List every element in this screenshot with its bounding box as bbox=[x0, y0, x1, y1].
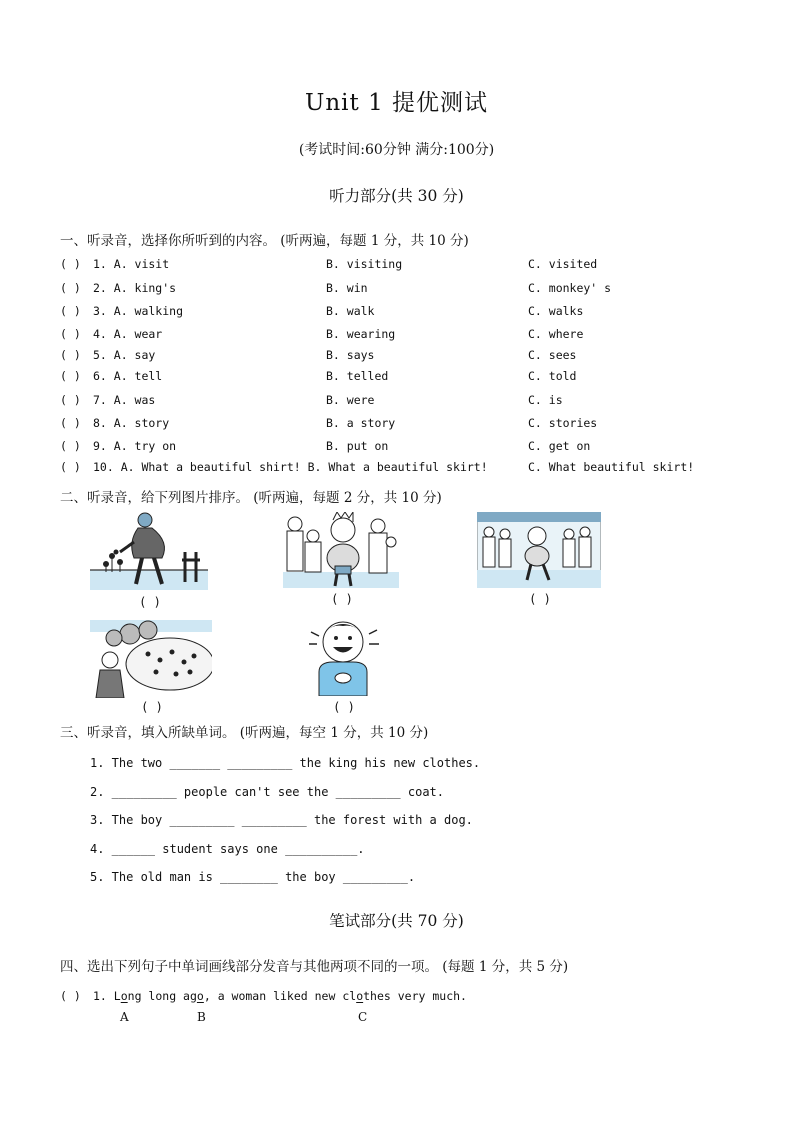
fill-line-5: 5. The old man is ________ the boy _________. bbox=[90, 870, 416, 884]
underlined-letter-b: o bbox=[196, 989, 204, 1003]
fill-line-2: 2. _________ people can't see the _________ coat. bbox=[90, 785, 445, 799]
answer-paren: ( ) bbox=[60, 369, 81, 383]
fill-line-4: 4. ______ student says one __________. bbox=[90, 842, 365, 856]
option-a: 7. A. was bbox=[93, 393, 156, 407]
word-3-prefix: cl bbox=[342, 989, 357, 1003]
writing-part-heading: 笔试部分(共 70 分) bbox=[329, 912, 464, 930]
answer-paren: ( ) bbox=[60, 460, 81, 474]
option-c: C. sees bbox=[528, 348, 577, 362]
listening-part-heading: 听力部分(共 30 分) bbox=[329, 187, 464, 205]
answer-paren: ( ) bbox=[60, 327, 81, 341]
picture-parade bbox=[477, 512, 601, 588]
question-number: 1. bbox=[93, 989, 114, 1003]
option-letter-b: B bbox=[197, 1010, 206, 1024]
option-letter-c: C bbox=[358, 1010, 368, 1024]
underlined-letter-a: o bbox=[120, 989, 128, 1003]
option-b: B. win bbox=[326, 281, 368, 295]
answer-paren: ( ) bbox=[60, 439, 81, 453]
fill-line-1: 1. The two _______ _________ the king his new clothes. bbox=[90, 756, 481, 770]
picture-label-4: ( ) bbox=[141, 700, 163, 714]
option-a: 3. A. walking bbox=[93, 304, 184, 318]
option-b: B. were bbox=[326, 393, 375, 407]
page-title: Unit 1 提优测试 bbox=[304, 90, 489, 116]
answer-paren: ( ) bbox=[60, 348, 81, 362]
section4-heading: 四、选出下列句子中单词画线部分发音与其他两项不同的一项。 (每题 1 分，共 5 分) bbox=[60, 959, 569, 975]
section3-heading: 三、听录音，填入所缺单词。 (听两遍，每空 1 分，共 10 分) bbox=[60, 725, 429, 741]
picture-old-man-flowers bbox=[90, 512, 208, 592]
picture-man-field bbox=[90, 620, 212, 698]
word-1-prefix: L bbox=[113, 989, 121, 1003]
picture-label-2: ( ) bbox=[331, 592, 353, 606]
option-a: 6. A. tell bbox=[93, 369, 163, 383]
picture-laughing-boy bbox=[303, 614, 383, 696]
section2-heading: 二、听录音，给下列图片排序。 (听两遍，每题 2 分，共 10 分) bbox=[60, 490, 442, 506]
option-b: B. a story bbox=[326, 416, 396, 430]
option-b: B. visiting bbox=[326, 257, 403, 271]
word-2-prefix: ag bbox=[183, 989, 197, 1003]
section4-question-1 bbox=[93, 989, 467, 1003]
option-b: B. walk bbox=[326, 304, 375, 318]
answer-paren: ( ) bbox=[60, 281, 81, 295]
option-b: B. wearing bbox=[326, 327, 396, 341]
answer-paren: ( ) bbox=[60, 257, 81, 271]
answer-paren: ( ) bbox=[60, 393, 81, 407]
option-letter-a: A bbox=[120, 1010, 129, 1024]
underlined-letter-c: o bbox=[356, 989, 364, 1003]
option-a: 2. A. king's bbox=[93, 281, 177, 295]
answer-paren: ( ) bbox=[60, 304, 81, 318]
option-a: 1. A. visit bbox=[93, 257, 170, 271]
option-a: 4. A. wear bbox=[93, 327, 163, 341]
exam-info: (考试时间:60分钟 满分:100分) bbox=[298, 142, 495, 158]
picture-crowd-king bbox=[283, 512, 399, 588]
section1-heading: 一、听录音，选择你所听到的内容。 (听两遍，每题 1 分，共 10 分) bbox=[60, 233, 469, 249]
option-b: B. says bbox=[326, 348, 375, 362]
answer-paren: ( ) bbox=[60, 416, 81, 430]
option-c: C. stories bbox=[528, 416, 598, 430]
option-a: 5. A. say bbox=[93, 348, 156, 362]
option-a: 10. A. What a beautiful shirt! B. What a beautiful skirt! bbox=[93, 460, 488, 474]
fill-line-3: 3. The boy _________ _________ the forest with a dog. bbox=[90, 813, 473, 827]
option-c: C. walks bbox=[528, 304, 584, 318]
answer-paren: ( ) bbox=[60, 989, 81, 1003]
option-b: B. put on bbox=[326, 439, 389, 453]
option-c: C. where bbox=[528, 327, 584, 341]
picture-label-5: ( ) bbox=[333, 700, 355, 714]
option-c: C. is bbox=[528, 393, 563, 407]
option-c: C. told bbox=[528, 369, 577, 383]
option-c: C. monkey' s bbox=[528, 281, 612, 295]
option-c: C. What beautiful skirt! bbox=[528, 460, 695, 474]
option-c: C. visited bbox=[528, 257, 598, 271]
word-2-suffix: , a woman liked new bbox=[203, 989, 343, 1003]
picture-label-1: ( ) bbox=[139, 595, 161, 609]
option-a: 8. A. story bbox=[93, 416, 170, 430]
word-1-suffix: ng long bbox=[127, 989, 184, 1003]
option-c: C. get on bbox=[528, 439, 591, 453]
option-a: 9. A. try on bbox=[93, 439, 177, 453]
option-b: B. telled bbox=[326, 369, 389, 383]
picture-label-3: ( ) bbox=[529, 592, 551, 606]
word-3-suffix: thes very much. bbox=[363, 989, 467, 1003]
